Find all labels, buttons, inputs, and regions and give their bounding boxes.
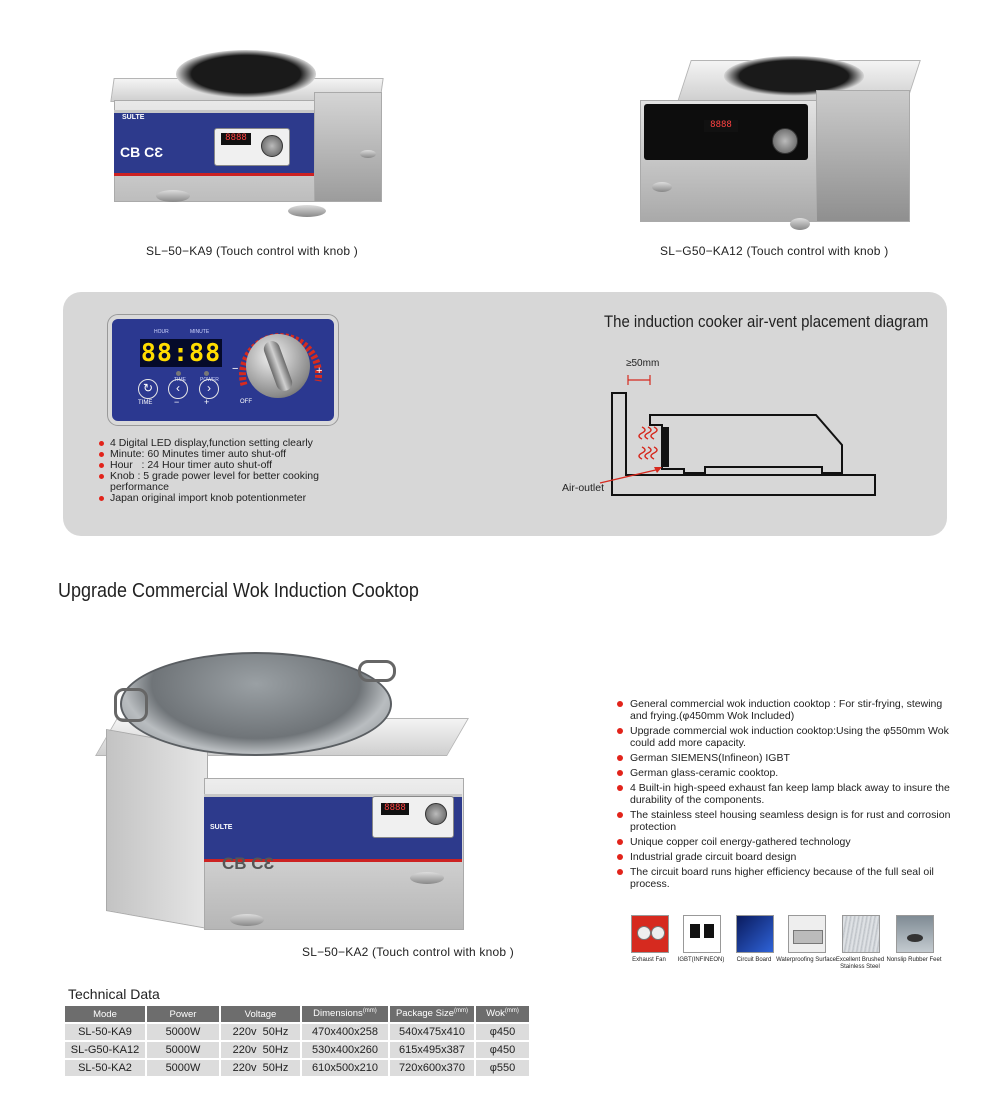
exhaust-fan-icon <box>631 915 669 953</box>
power-knob <box>261 135 283 157</box>
product-image-sl-50-ka2 <box>100 648 470 928</box>
header-power: Power <box>147 1006 219 1022</box>
list-item: The circuit board runs higher efficiency because of the full seal oil process. <box>616 866 956 890</box>
product-image-sl-g50-ka12 <box>640 50 920 230</box>
time-indicator-label: TIME <box>174 377 186 383</box>
cell-power: 5000W <box>147 1042 219 1058</box>
power-indicator-label: POWER <box>200 377 219 383</box>
control-panel-mini <box>214 128 290 166</box>
cell-voltage: 220v 50Hz <box>221 1060 300 1076</box>
cell-dimensions: 610x500x210 <box>302 1060 388 1076</box>
header-voltage: Voltage <box>221 1006 300 1022</box>
header-package-size: Package Size$^{(mm)}$ <box>390 1006 474 1022</box>
time-button-label: TIME <box>138 400 153 406</box>
power-knob <box>772 128 798 154</box>
control-panel-closeup <box>108 315 338 425</box>
control-features-list <box>96 438 366 504</box>
product-image-sl-50-ka9 <box>108 40 388 230</box>
gap-dimension <box>628 375 650 385</box>
cell-power: 5000W <box>147 1060 219 1076</box>
cell-mode: SL-50-KA9 <box>65 1024 145 1040</box>
table-row <box>65 1060 529 1076</box>
cell-mode: SL-G50-KA12 <box>65 1042 145 1058</box>
brand-logo: SULTE <box>210 824 233 831</box>
led-display: 8888 <box>381 803 409 815</box>
led-display: 8888 <box>221 133 251 145</box>
cell-voltage: 220v 50Hz <box>221 1042 300 1058</box>
list-item: Unique copper coil energy-gathered technology <box>616 836 956 848</box>
certification-marks: CB CƐ <box>120 144 163 160</box>
list-item: German glass-ceramic cooktop. <box>616 767 956 779</box>
list-item: General commercial wok induction cooktop : For stir-frying, stewing and frying.(φ450mm Wok Included) <box>616 698 956 722</box>
list-item: German SIEMENS(Infineon) IGBT <box>616 752 956 764</box>
list-item: Upgrade commercial wok induction cooktop:Using the φ550mm Wok could add more capacity. <box>616 725 956 749</box>
wok-handle-right <box>358 660 396 682</box>
led-display: 88:88 <box>140 338 222 367</box>
product-caption: SL−G50−KA12 (Touch control with knob ) <box>660 244 889 258</box>
power-indicator-dot <box>204 371 209 376</box>
timer-button[interactable]: ↻ <box>138 379 158 399</box>
heat-waves-icon <box>639 427 657 459</box>
certification-marks: CB CƐ <box>222 854 275 873</box>
list-item: Industrial grade circuit board design <box>616 851 956 863</box>
table-row <box>65 1042 529 1058</box>
list-item: The stainless steel housing seamless design is for rust and corrosion protection <box>616 809 956 833</box>
minute-label: MINUTE <box>190 329 210 335</box>
hour-label: HOUR <box>154 329 169 335</box>
header-wok: Wok$^{(mm)}$ <box>476 1006 529 1022</box>
list-item: Hour : 24 Hour timer auto shut-off <box>96 460 366 471</box>
icon-label: Circuit Board <box>736 957 772 963</box>
cell-mode: SL-50-KA2 <box>65 1060 145 1076</box>
list-item: Knob : 5 grade power level for better cooking performance <box>96 471 366 493</box>
list-item: 4 Digital LED display,function setting clearly <box>96 438 366 449</box>
led-display: 8888 <box>704 120 738 132</box>
black-glass-panel <box>644 104 808 160</box>
cell-wok: φ450 <box>476 1042 529 1058</box>
knob-plus-label: + <box>316 365 323 377</box>
list-item: 4 Built-in high-speed exhaust fan keep lamp black away to insure the durability of the components. <box>616 782 956 806</box>
cell-voltage: 220v 50Hz <box>221 1024 300 1040</box>
rubber-feet-icon <box>896 915 934 953</box>
cell-wok: φ450 <box>476 1024 529 1040</box>
icon-label: Excellent Brushed Stainless Steel <box>835 957 885 970</box>
minus-label: − <box>174 397 180 407</box>
cooker-outline <box>650 415 842 473</box>
brand-logo: SULTE <box>122 114 145 121</box>
diagram-title: The induction cooker air-vent placement diagram <box>604 312 929 331</box>
list-item: Japan original import knob potentionmeter <box>96 493 366 504</box>
fan-block <box>663 427 669 467</box>
minus-button[interactable]: ‹ <box>168 379 188 399</box>
icon-label: Waterproofing Surface <box>776 957 836 963</box>
tech-data-table <box>63 1004 531 1078</box>
gap-label: ≥50mm <box>626 358 660 369</box>
icon-label: IGBT(INFINEON) <box>677 957 725 963</box>
plus-button[interactable]: › <box>199 379 219 399</box>
cabinet-outline <box>612 393 875 495</box>
knob-minus-label: − <box>232 363 239 375</box>
cell-power: 5000W <box>147 1024 219 1040</box>
wok-pan <box>120 652 392 756</box>
off-label: OFF <box>240 399 252 405</box>
product-caption: SL−50−KA2 (Touch control with knob ) <box>302 945 514 959</box>
circuit-board-icon <box>736 915 774 953</box>
section-title: Upgrade Commercial Wok Induction Cooktop <box>58 580 419 602</box>
cell-package: 720x600x370 <box>390 1060 474 1076</box>
igbt-icon <box>683 915 721 953</box>
power-knob[interactable] <box>246 334 310 398</box>
outlet-label: Air-outlet <box>562 482 605 494</box>
cell-dimensions: 530x400x260 <box>302 1042 388 1058</box>
hob-plate <box>176 50 316 98</box>
product-features-list <box>616 698 956 893</box>
icon-label: Exhaust Fan <box>632 957 666 963</box>
time-indicator-dot <box>176 371 181 376</box>
icon-label: Nonslip Rubber Feet <box>886 957 942 963</box>
air-vent-diagram <box>560 355 890 505</box>
cell-package: 615x495x387 <box>390 1042 474 1058</box>
wok-handle-left <box>114 688 148 722</box>
cell-package: 540x475x410 <box>390 1024 474 1040</box>
product-caption: SL−50−KA9 (Touch control with knob ) <box>146 244 358 258</box>
control-panel-mini <box>372 796 454 838</box>
list-item: Minute: 60 Minutes timer auto shut-off <box>96 449 366 460</box>
power-knob <box>425 803 447 825</box>
tech-data-title: Technical Data <box>68 986 160 1002</box>
plus-label: + <box>204 397 210 407</box>
header-dimensions: Dimensions$^{(mm)}$ <box>302 1006 388 1022</box>
cell-wok: φ550 <box>476 1060 529 1076</box>
waterproof-icon <box>788 915 826 953</box>
table-row <box>65 1024 529 1040</box>
brushed-steel-icon <box>842 915 880 953</box>
cell-dimensions: 470x400x258 <box>302 1024 388 1040</box>
header-mode: Mode <box>65 1006 145 1022</box>
